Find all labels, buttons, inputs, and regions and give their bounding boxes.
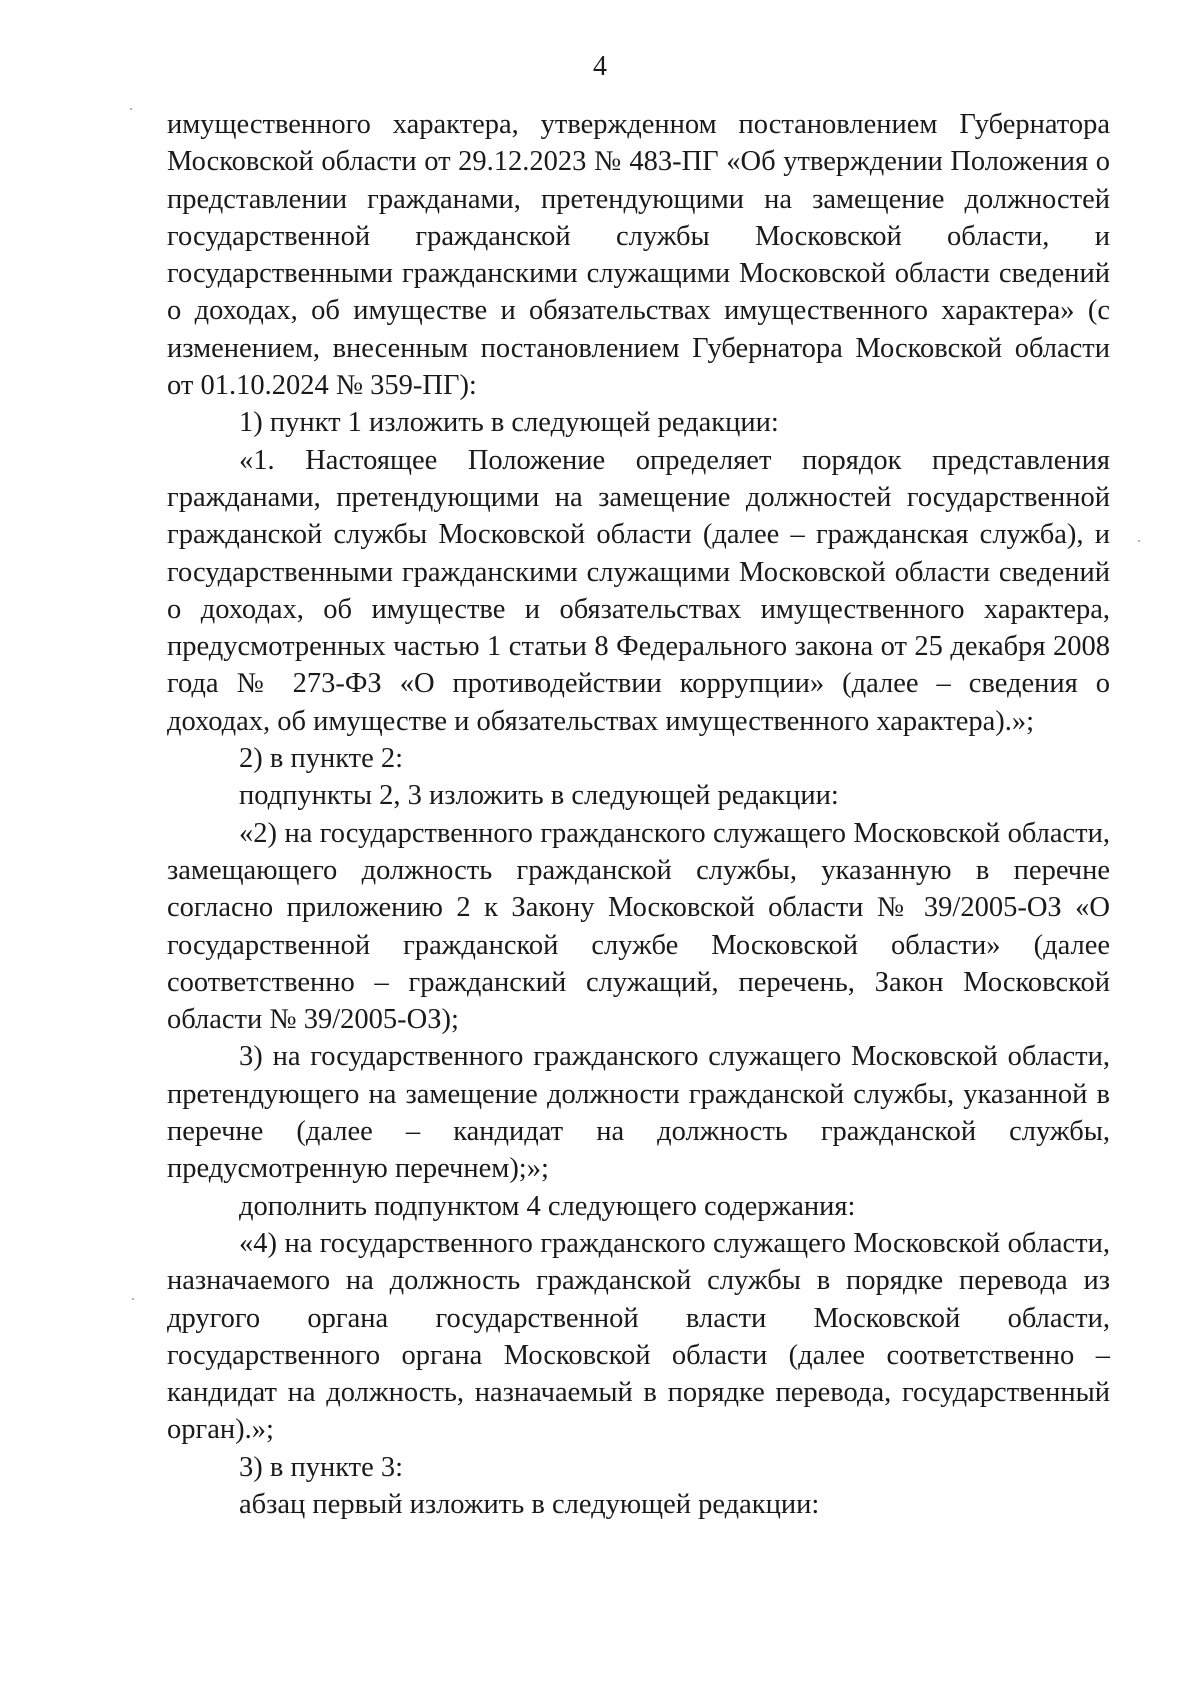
paragraph: дополнить подпунктом 4 следующего содержания: xyxy=(239,1190,856,1222)
page-number: 4 xyxy=(593,51,607,82)
document-body xyxy=(167,106,1110,1523)
paragraph: имущественного характера, утвержденном постановлением Губернатора Московской области от 29.12.2023 № 483-ПГ «Об утверждении Положения о представлении гражданами, претендующими на замещение должностей государственной гражданской службы Московской области, и государственными гражданскими служащими Московской области сведений о доходах, об имуществе и обязательствах имущественного характера» (с изменением, внесенным постановлением Губернатора Московской области от 01.10.2024 № 359-ПГ): xyxy=(167,109,1110,402)
scan-speck xyxy=(1138,540,1140,542)
paragraph: 2) в пункте 2: xyxy=(239,743,404,775)
paragraph: 3) в пункте 3: xyxy=(239,1451,404,1483)
scan-speck xyxy=(132,1298,134,1300)
paragraph: «2) на государственного гражданского служащего Московской области, замещающего должность гражданской службы, указанную в перечне согласно приложению 2 к Закону Московской области № 39/2005-ОЗ «О государственной гражданской службе Московской области» (далее соответственно – гражданский служащий, перечень, Закон Московской области № 39/2005-ОЗ); xyxy=(167,817,1110,1036)
paragraph: 1) пункт 1 изложить в следующей редакции: xyxy=(239,407,779,439)
paragraph: «4) на государственного гражданского служащего Московской области, назначаемого на должность гражданской службы в порядке перевода из другого органа государственной власти Московской области, государственного органа Московской области (далее соответственно – кандидат на должность, назначаемый в порядке перевода, государственный орган).»; xyxy=(167,1227,1110,1446)
scan-speck xyxy=(130,108,132,110)
paragraph: 3) на государственного гражданского служащего Московской области, претендующего на замещение должности гражданской службы, указанной в перечне (далее – кандидат на должность гражданской службы, предусмотренную перечнем);»; xyxy=(167,1041,1110,1185)
paragraph: «1. Настоящее Положение определяет порядок представления гражданами, претендующими на замещение должностей государственной гражданской службы Московской области (далее – гражданская служба), и государственными гражданскими служащими Московской области сведений о доходах, об имуществе и обязательствах имущественного характера, предусмотренных частью 1 статьи 8 Федерального закона от 25 декабря 2008 года № 273-ФЗ «О противодействии коррупции» (далее – сведения о доходах, об имуществе и обязательствах имущественного характера).»; xyxy=(167,444,1110,737)
paragraph: подпункты 2, 3 изложить в следующей редакции: xyxy=(239,780,839,812)
paragraph: абзац первый изложить в следующей редакции: xyxy=(239,1488,820,1520)
